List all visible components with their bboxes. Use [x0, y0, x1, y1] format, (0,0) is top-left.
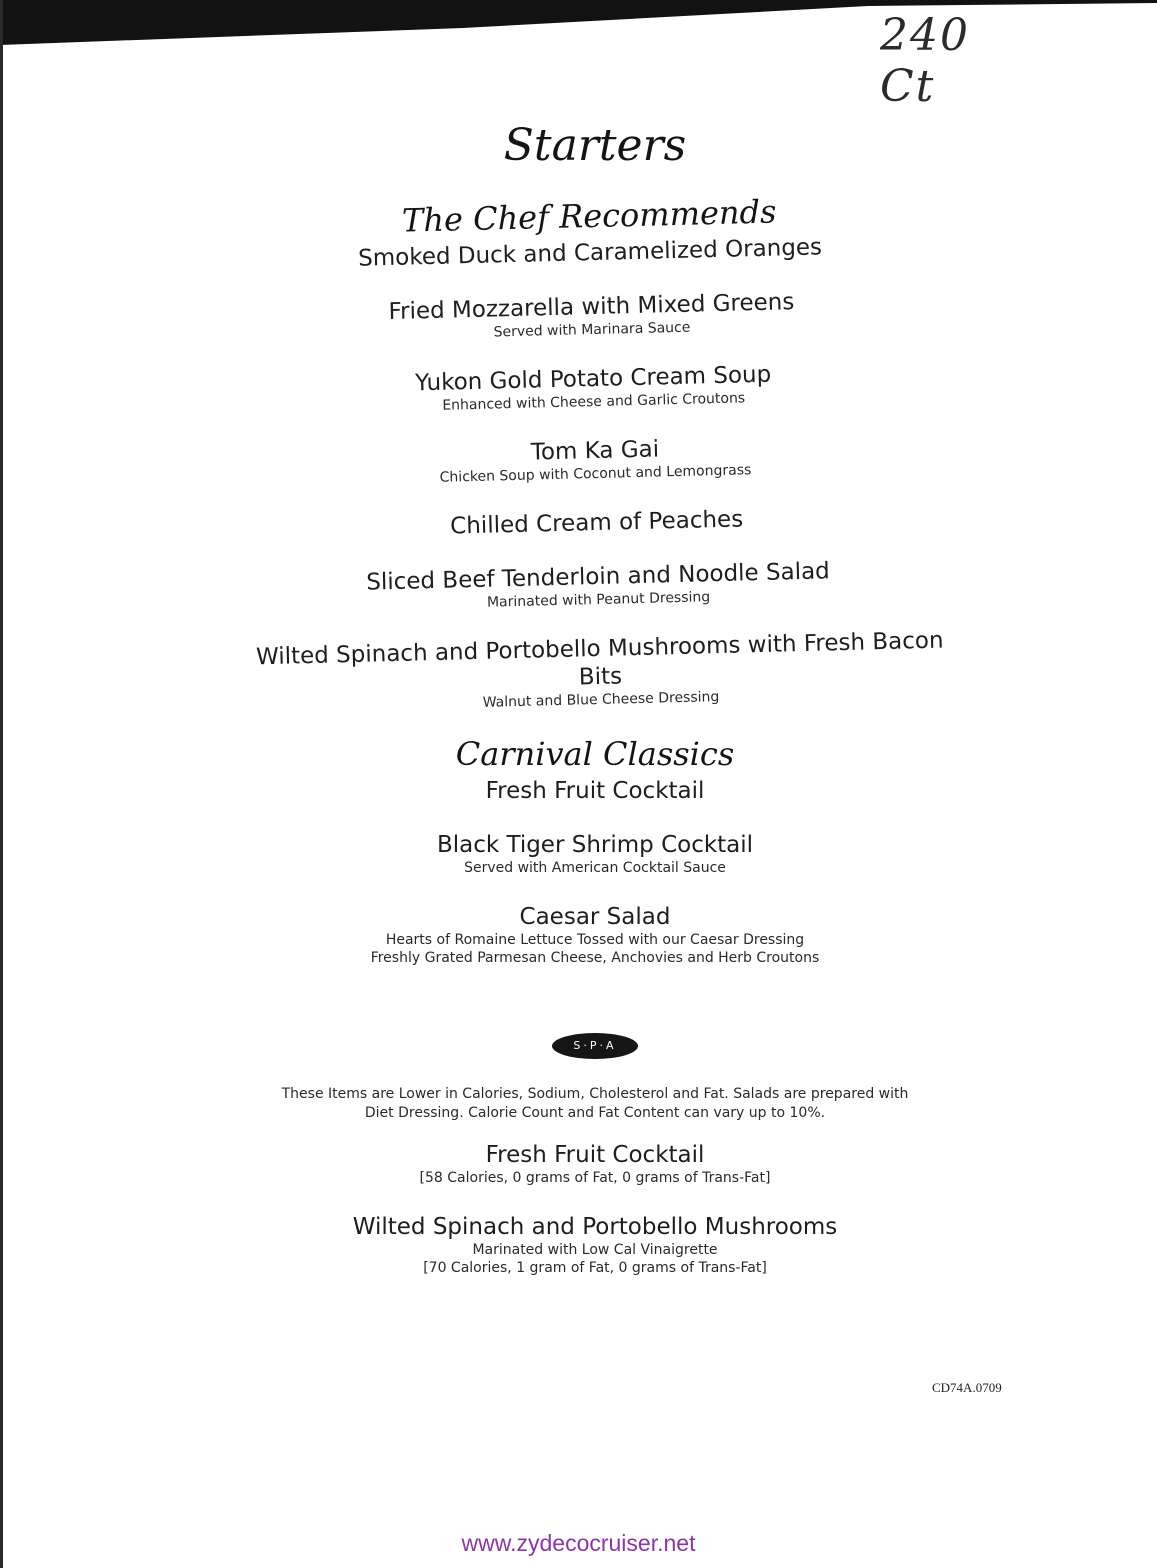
menu-item-name: Caesar Salad [519, 904, 671, 930]
menu-item-description: [70 Calories, 1 gram of Fat, 0 grams of Trans-Fat] [423, 1260, 767, 1276]
section-carnival-classics [250, 735, 940, 967]
menu-item-description: Marinated with Peanut Dressing [486, 589, 711, 611]
menu-item-name: Sliced Beef Tenderloin and Noodle Salad [365, 558, 831, 596]
starters-menu [250, 110, 944, 1303]
menu-item-description: Freshly Grated Parmesan Cheese, Anchovies and Herb Croutons [370, 950, 820, 966]
menu-item-description: Walnut and Blue Cheese Dressing [482, 689, 720, 711]
section-heading: Carnival Classics [455, 735, 735, 773]
menu-code: CD74A.0709 [932, 1380, 1002, 1395]
menu-item [250, 429, 941, 492]
menu-item [250, 903, 940, 967]
menu-item-name: Wilted Spinach and Portobello Mushrooms with Fresh Bacon Bits [255, 627, 944, 691]
menu-item [255, 627, 947, 718]
menu-title: Starters [503, 120, 687, 171]
menu-item-description: Chicken Soup with Coconut and Lemongrass [439, 462, 752, 486]
menu-item-description: [58 Calories, 0 grams of Fat, 0 grams of Trans-Fat] [419, 1170, 771, 1186]
spa-note-line: These Items are Lower in Calories, Sodium, Cholesterol and Fat. Salads are prepared with [281, 1086, 909, 1102]
menu-item [250, 831, 940, 877]
watermark: www.zydecocruiser.net [461, 1530, 696, 1556]
menu-item [253, 555, 944, 618]
menu-item-description: Hearts of Romaine Lettuce Tossed with our Caesar Dressing [385, 932, 805, 948]
menu-item-name: Fresh Fruit Cocktail [485, 1142, 705, 1168]
menu-item-description: Marinated with Low Cal Vinaigrette [472, 1242, 718, 1258]
menu-item [248, 357, 939, 420]
menu-item-name: Fried Mozzarella with Mixed Greens [388, 289, 795, 325]
spa-logo: S·P·A [552, 1033, 638, 1059]
spa-note-line: Diet Dressing. Calorie Count and Fat Content can vary up to 10%. [364, 1105, 826, 1121]
section-chef-recommends [244, 189, 946, 718]
handwritten-note: 240 Ct [880, 10, 970, 112]
menu-item-name: Tom Ka Gai [530, 436, 660, 466]
scan-left-edge [0, 0, 3, 1568]
menu-item [250, 1213, 940, 1277]
menu-item [250, 1141, 940, 1187]
menu-item [250, 777, 940, 805]
menu-item-name: Chilled Cream of Peaches [449, 506, 744, 540]
spa-items [250, 1141, 940, 1277]
menu-item-name: Black Tiger Shrimp Cocktail [436, 832, 754, 858]
section-heading: The Chef Recommends [401, 192, 777, 240]
menu-item-name: Yukon Gold Potato Cream Soup [414, 361, 772, 397]
menu-item-name: Wilted Spinach and Portobello Mushrooms [352, 1214, 838, 1240]
menu-item-description: Enhanced with Cheese and Garlic Croutons [442, 390, 746, 414]
menu-item-name: Fresh Fruit Cocktail [485, 778, 705, 804]
menu-item [251, 501, 941, 546]
spa-note [250, 1085, 940, 1123]
menu-item-description: Served with Marinara Sauce [493, 319, 691, 341]
menu-item-description: Served with American Cocktail Sauce [464, 860, 726, 876]
menu-item-name: Smoked Duck and Caramelized Oranges [357, 234, 823, 272]
menu-item [246, 285, 937, 348]
